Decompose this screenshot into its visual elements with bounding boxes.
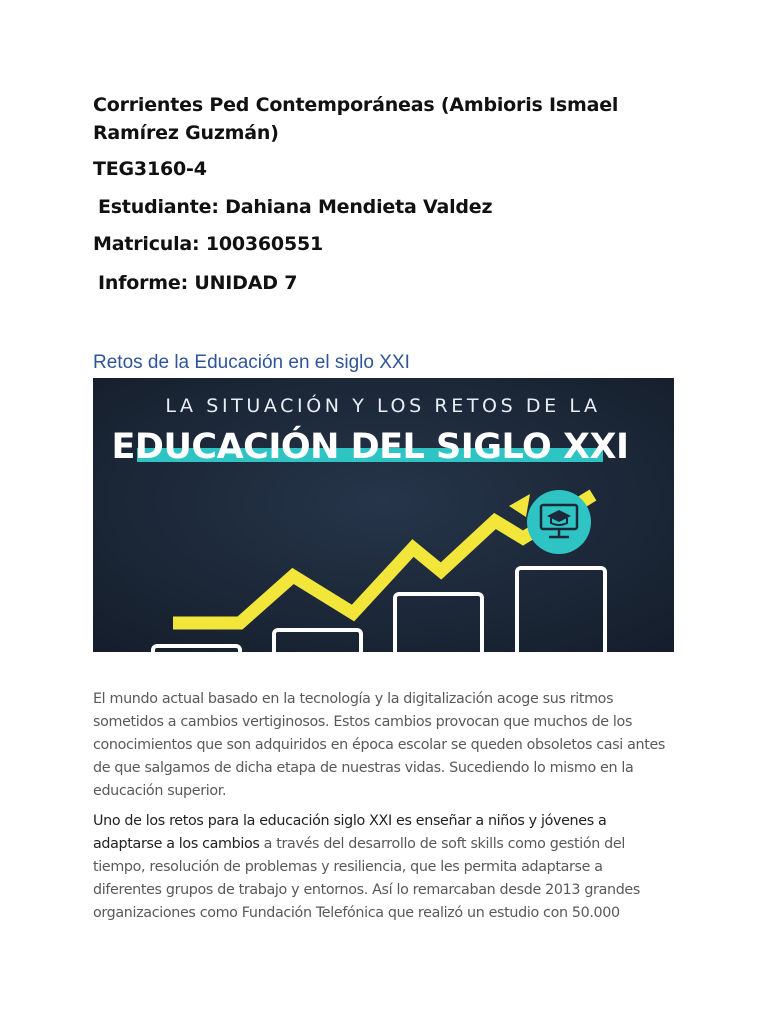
report-label: Informe: UNIDAD 7 [98, 272, 298, 294]
banner-image [93, 378, 674, 652]
paragraph-1: El mundo actual basado en la tecnología y la digitalización acoge sus ritmos sometidos a cambios vertiginosos. Estos cambios provocan que muchos de los conocimientos que son adquiridos en época escolar se queden obsoletos casi antes de que salgamos de dicha etapa de nuestras vidas. Sucediendo lo mismo en la educación superior. [93, 691, 666, 799]
paragraph-2-rest: a través del desarrollo de soft skills como gestión del tiempo, resolución de problemas y resiliencia, que les permita adaptarse a diferentes grupos de trabajo y entornos. Así lo remarcaban desde 2013 grandes organizaciones como Fundación Telefónica que realizó un estudio con 50.000 [93, 836, 640, 921]
matricula: Matricula: 100360551 [93, 233, 324, 255]
course-title: Corrientes Ped Contemporáneas (Ambioris Ismael Ramírez Guzmán) [93, 94, 619, 144]
student-name: Estudiante: Dahiana Mendieta Valdez [98, 196, 493, 218]
banner-line1: LA SITUACIÓN Y LOS RETOS DE LA [165, 395, 601, 417]
banner-line2: EDUCACIÓN DEL SIGLO XXI [111, 427, 629, 467]
section-heading: Retos de la Educación en el siglo XXI [93, 352, 410, 373]
course-code: TEG3160-4 [93, 158, 207, 180]
graduation-monitor-icon [527, 490, 591, 554]
paragraph-2 [93, 810, 675, 925]
paragraph-2-lead: Uno de los retos para la educación siglo XXI es enseñar a niños y jóvenes a adaptarse a los cambios [93, 813, 607, 852]
